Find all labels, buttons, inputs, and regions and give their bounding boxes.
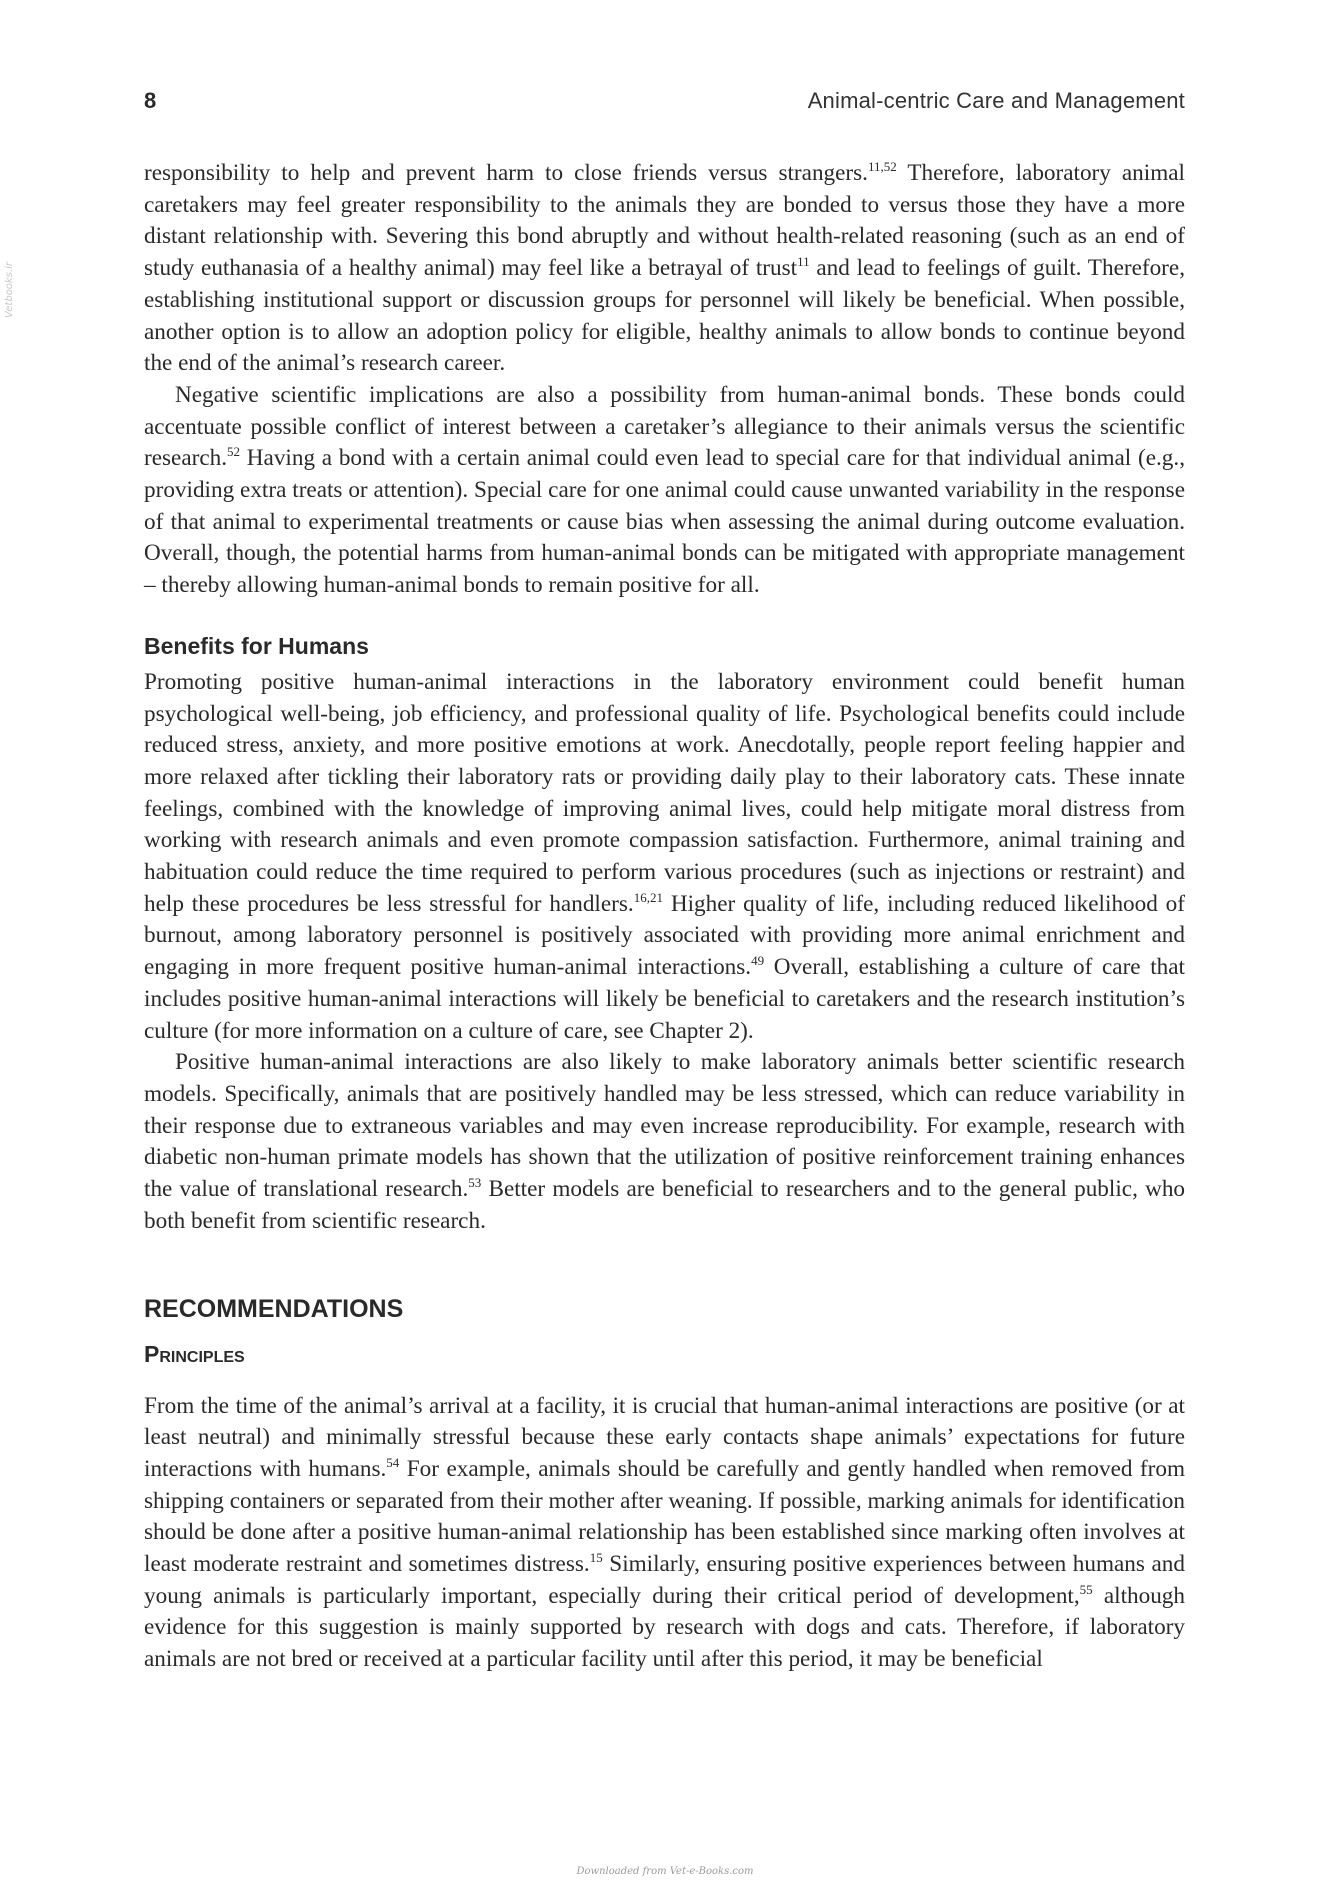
citation: 55 xyxy=(1079,1581,1093,1597)
heading-benefits-for-humans: Benefits for Humans xyxy=(144,632,369,659)
citation: 11 xyxy=(797,254,810,270)
page-number: 8 xyxy=(144,88,157,113)
citation: 53 xyxy=(468,1175,482,1191)
citation: 54 xyxy=(386,1454,400,1470)
paragraph-research-models: Positive human-animal interactions are also likely to make laboratory animals better scientific research models. Specifically, animals that are positively handled may be less stressed, which can reduce variability in their response due to extraneous variables and may even increase reproducibility. For example, research with diabetic non-human primate models has shown that the utilization of positive reinforcement training enhances the value of translational research.$^{53}$ Better models are beneficial to researchers and to the general public, who both benefit from scientific research. xyxy=(144,1049,1186,1234)
citation: 15 xyxy=(589,1550,603,1566)
paragraph-negative-implications: Negative scientific implications are also a possibility from human-animal bonds. These bonds could accentuate possible conflict of interest between a caretaker’s allegiance to their animals versus the scientific research.$^{52}$ Having a bond with a certain animal could even lead to special care for that individual animal (e.g., providing extra treats or attention). Special care for one animal could cause unwanted variability in the response of that animal to experimental treatments or cause bias when assessing the animal during outcome evaluation. Overall, though, the potential harms from human-animal bonds can be mitigated with appropriate management – thereby allowing human-animal bonds to remain positive for all. xyxy=(144,381,1185,599)
paragraph-bond-responsibility: responsibility to help and prevent harm to close friends versus strangers.$^{11,52}$ Therefore, laboratory animal caretakers may feel greater responsibility to the animals they are bonded to versus those they have a more distant relationship with. Severing this bond abruptly and without health-related reasoning (such as an end of study euthanasia of a healthy animal) may feel like a betrayal of trust$^{11}$ and lead to feelings of guilt. Therefore, establishing institutional support or discussion groups for personnel will likely be beneficial. When possible, another option is to allow an adoption policy for eligible, healthy animals to allow bonds to continue beyond the end of the animal’s research career. xyxy=(144,159,1185,377)
citation: 52 xyxy=(227,444,241,460)
heading-principles: Principles xyxy=(144,1340,245,1367)
paragraph-principles: From the time of the animal’s arrival at a facility, it is crucial that human-animal interactions are positive (or at least neutral) and minimally stressful because these early contacts shape animals’ expectations for future interactions with humans.$^{54}$ For example, animals should be carefully and gently handled when removed from shipping containers or separated from their mother after weaning. If possible, marking animals for identification should be done after a positive human-animal relationship has been established since marking often involves at least moderate restraint and sometimes distress.$^{15}$ Similarly, ensuring positive experiences between humans and young animals is particularly important, especially during their critical period of development,$^{55}$ although evidence for this suggestion is mainly supported by research with dogs and cats. Therefore, if laboratory animals are not bred or received at a particular facility until after this period, it may be beneficial xyxy=(144,1392,1186,1673)
side-watermark: Vetbooks.ir xyxy=(4,262,15,318)
citation: 16,21 xyxy=(633,889,663,905)
citation: 11,52 xyxy=(867,159,897,174)
body-text xyxy=(144,158,1185,1676)
heading-recommendations: RECOMMENDATIONS xyxy=(144,1294,404,1323)
paragraph-human-benefits: Promoting positive human-animal interactions in the laboratory environment could benefit human psychological well-being, job efficiency, and professional quality of life. Psychological benefits could include reduced stress, anxiety, and more positive emotions at work. Anecdotally, people report feeling happier and more relaxed after tickling their laboratory rats or providing daily play to their laboratory cats. These innate feelings, combined with the knowledge of improving animal lives, could help mitigate moral distress from working with research animals and even promote compassion satisfaction. Furthermore, animal training and habituation could reduce the time required to perform various procedures (such as injections or restraint) and help these procedures be less stressful for handlers.$^{16,21}$ Higher quality of life, including reduced likelihood of burnout, among laboratory personnel is positively associated with providing more animal enrichment and engaging in more frequent positive human-animal interactions.$^{49}$ Overall, establishing a culture of care that includes positive human-animal interactions will likely be beneficial to caretakers and the research institution’s culture (for more information on a culture of care, see Chapter 2). xyxy=(144,668,1186,1044)
running-header-title: Animal-centric Care and Management xyxy=(807,88,1185,113)
footer-watermark: Downloaded from Vet-e-Books.com xyxy=(576,1866,754,1877)
citation: 49 xyxy=(751,953,765,969)
running-header xyxy=(144,88,1185,120)
